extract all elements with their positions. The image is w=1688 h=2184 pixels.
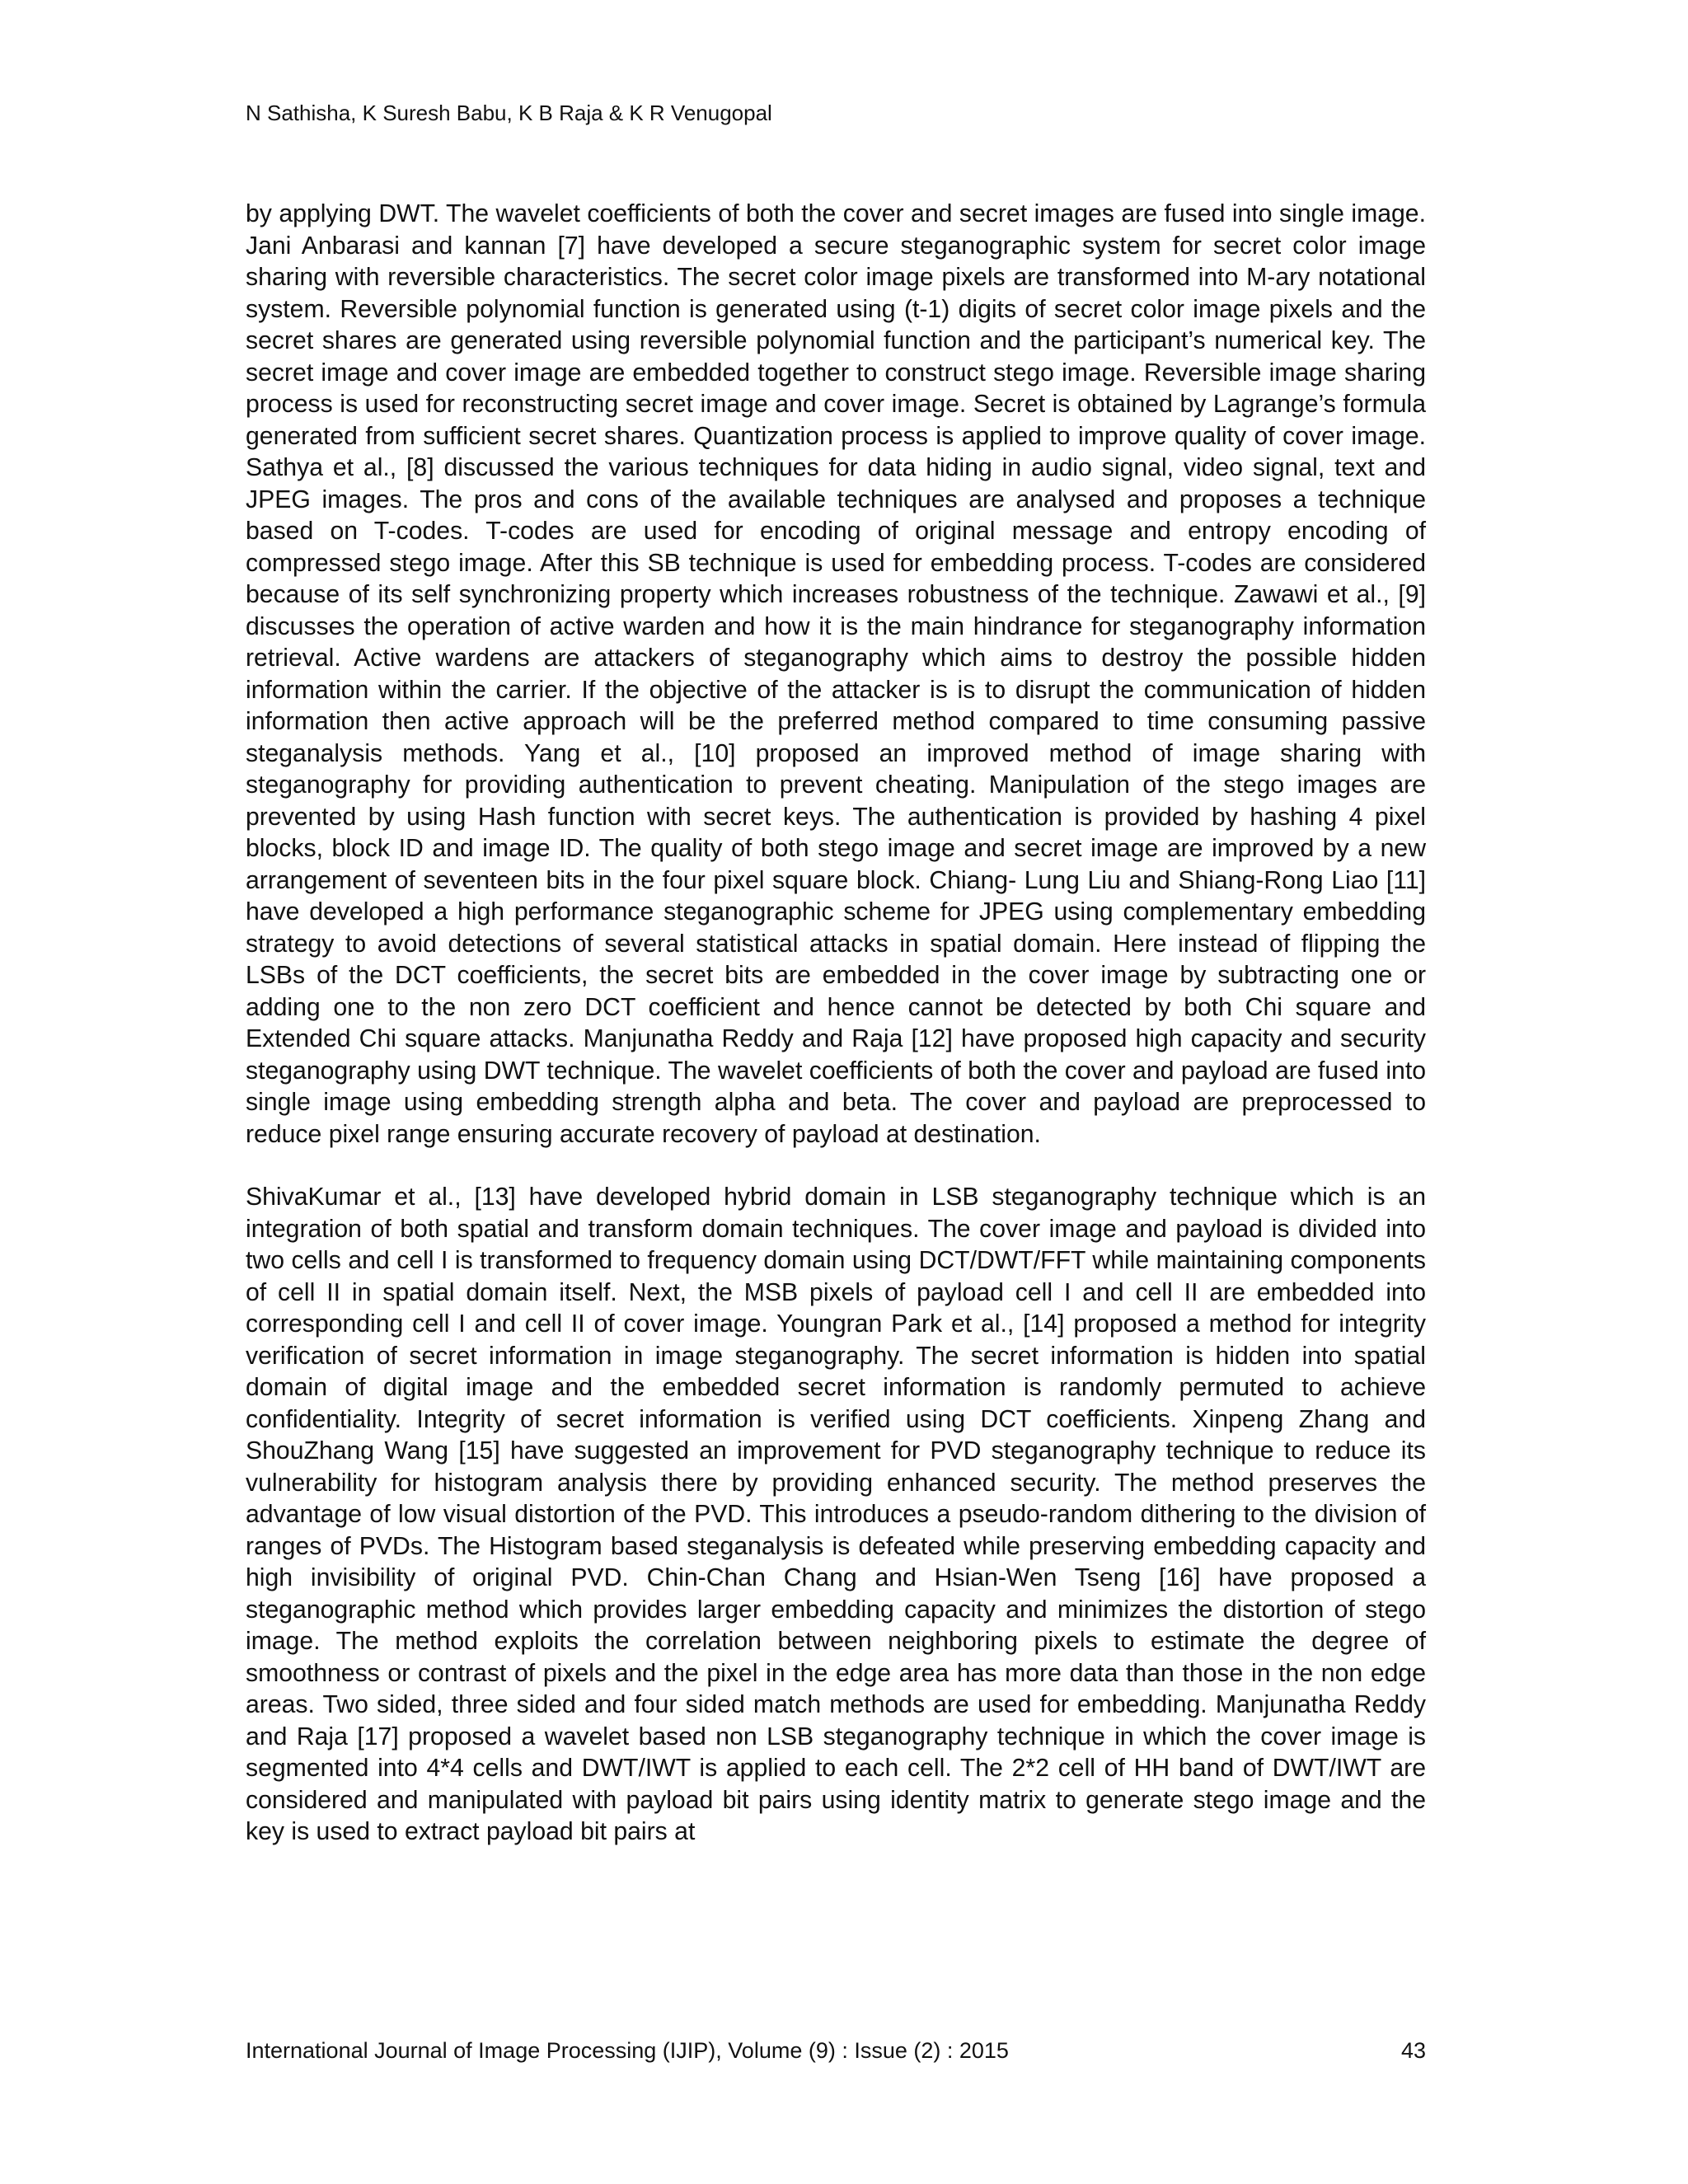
footer-journal-citation: International Journal of Image Processing (IJIP), Volume (9) : Issue (2) : 2015	[246, 2038, 1009, 2063]
body-paragraph-2: ShivaKumar et al., [13] have developed hybrid domain in LSB steganography technique which is an integration of both spatial and transform domain techniques. The cover image and payload is divided into two cells and cell I is transformed to frequency domain using DCT/DWT/FFT while maintaining components of cell II in spatial domain itself. Next, the MSB pixels of payload cell I and cell II are embedded into corresponding cell I and cell II of cover image. Youngran Park et al., [14] proposed a method for integrity verification of secret information in image steganography. The secret information is hidden into spatial domain of digital image and the embedded secret information is randomly permuted to achieve confidentiality. Integrity of secret information is verified using DCT coefficients. Xinpeng Zhang and ShouZhang Wang [15] have suggested an improvement for PVD steganography technique to reduce its vulnerability for histogram analysis there by providing enhanced security. The method preserves the advantage of low visual distortion of the PVD. This introduces a pseudo-random dithering to the division of ranges of PVDs. The Histogram based steganalysis is defeated while preserving embedding capacity and high invisibility of original PVD. Chin-Chan Chang and Hsian-Wen Tseng [16] have proposed a steganographic method which provides larger embedding capacity and minimizes the distortion of stego image. The method exploits the correlation between neighboring pixels to estimate the degree of smoothness or contrast of pixels and the pixel in the edge area has more data than those in the non edge areas. Two sided, three sided and four sided match methods are used for embedding. Manjunatha Reddy and Raja [17] proposed a wavelet based non LSB steganography technique in which the cover image is segmented into 4*4 cells and DWT/IWT is applied to each cell. The 2*2 cell of HH band of DWT/IWT are considered and manipulated with payload bit pairs using identity matrix to generate stego image and the key is used to extract payload bit pairs at	[246, 1183, 1426, 1845]
main-body-text	[246, 199, 1426, 1849]
page-number: 43	[1400, 2038, 1426, 2063]
running-header-authors: N Sathisha, K Suresh Babu, K B Raja & K R Venugopal	[246, 101, 772, 125]
body-paragraph-1: by applying DWT. The wavelet coefficients of both the cover and secret images are fused into single image. Jani Anbarasi and kannan [7] have developed a secure steganographic system for secret color image sharing with reversible characteristics. The secret color image pixels are transformed into M-ary notational system. Reversible polynomial function is generated using (t-1) digits of secret color image pixels and the secret shares are generated using reversible polynomial function and the participant’s numerical key. The secret image and cover image are embedded together to construct stego image. Reversible image sharing process is used for reconstructing secret image and cover image. Secret is obtained by Lagrange’s formula generated from sufficient secret shares. Quantization process is applied to improve quality of cover image. Sathya et al., [8] discussed the various techniques for data hiding in audio signal, video signal, text and JPEG images. The pros and cons of the available techniques are analysed and proposes a technique based on T-codes. T-codes are used for encoding of original message and entropy encoding of compressed stego image. After this SB technique is used for embedding process. T-codes are considered because of its self synchronizing property which increases robustness of the technique. Zawawi et al., [9] discusses the operation of active warden and how it is the main hindrance for steganography information retrieval. Active wardens are attackers of steganography which aims to destroy the possible hidden information within the carrier. If the objective of the attacker is is to disrupt the communication of hidden information then active approach will be the preferred method compared to time consuming passive steganalysis methods. Yang et al., [10] proposed an improved method of image sharing with steganography for providing authentication to prevent cheating. Manipulation of the stego images are prevented by using Hash function with secret keys. The authentication is provided by hashing 4 pixel blocks, block ID and image ID. The quality of both stego image and secret image are improved by a new arrangement of seventeen bits in the four pixel square block. Chiang- Lung Liu and Shiang-Rong Liao [11] have developed a high performance steganographic scheme for JPEG using complementary embedding strategy to avoid detections of several statistical attacks in spatial domain. Here instead of flipping the LSBs of the DCT coefficients, the secret bits are embedded in the cover image by subtracting one or adding one to the non zero DCT coefficient and hence cannot be detected by both Chi square and Extended Chi square attacks. Manjunatha Reddy and Raja [12] have proposed high capacity and security steganography using DWT technique. The wavelet coefficients of both the cover and payload are fused into single image using embedding strength alpha and beta. The cover and payload are preprocessed to reduce pixel range ensuring accurate recovery of payload at destination.	[246, 200, 1426, 1148]
running-footer	[246, 2037, 1426, 2064]
